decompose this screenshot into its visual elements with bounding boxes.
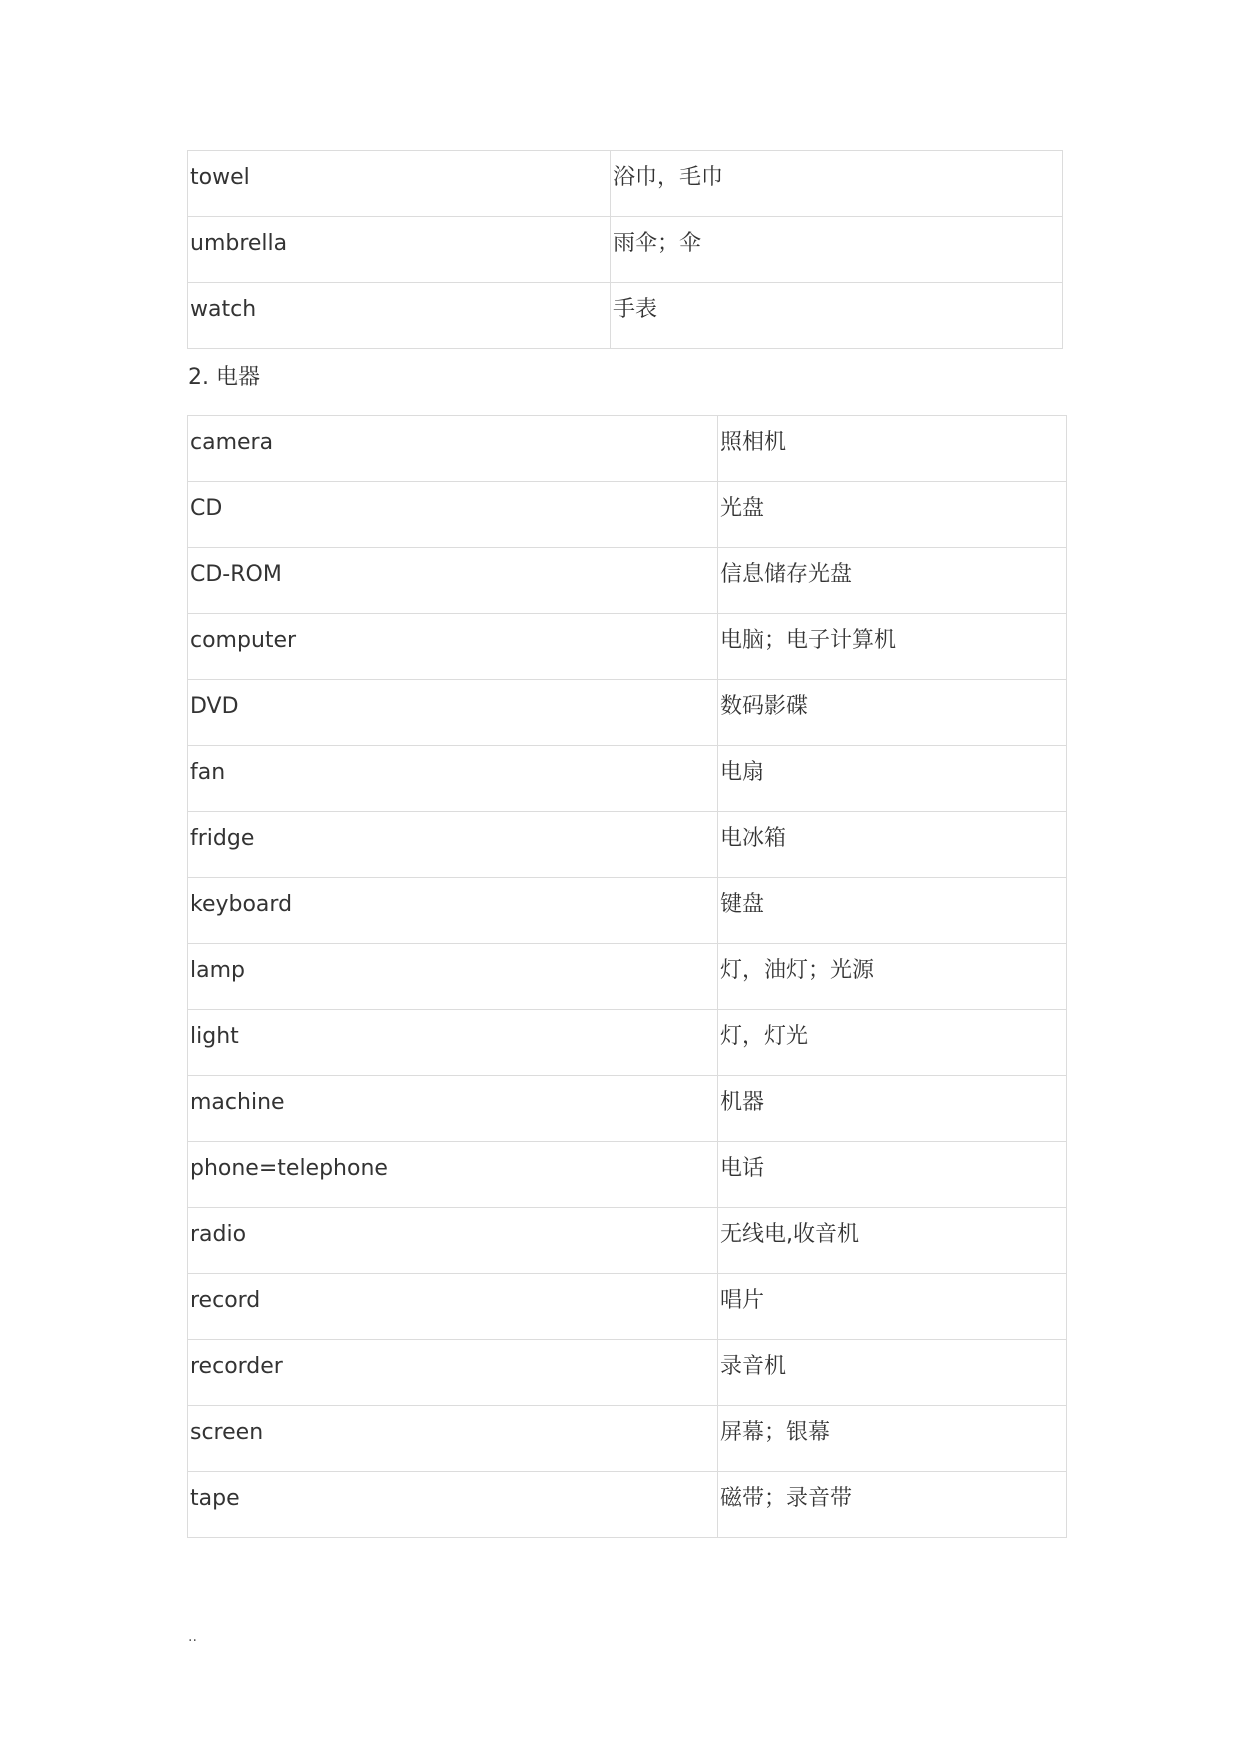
- word-cell: [188, 1472, 718, 1538]
- meaning-cell: [718, 746, 1067, 812]
- vocab-table-body: [188, 416, 1067, 1538]
- word-cell: [188, 1076, 718, 1142]
- table-row: [188, 878, 1067, 944]
- word-text: recorder: [190, 1354, 283, 1379]
- word-text: lamp: [190, 958, 245, 983]
- table-row: [188, 1010, 1067, 1076]
- word-text: record: [190, 1288, 261, 1313]
- table-row: [188, 217, 1063, 283]
- meaning-cell: [718, 944, 1067, 1010]
- section-heading-appliances: 2. 电器: [188, 365, 260, 390]
- meaning-cell: [718, 812, 1067, 878]
- meaning-cell: [718, 482, 1067, 548]
- table-row: [188, 151, 1063, 217]
- meaning-cell: [718, 614, 1067, 680]
- meaning-cell: [718, 416, 1067, 482]
- word-cell: [188, 1406, 718, 1472]
- meaning-text: 雨伞；伞: [613, 231, 702, 256]
- word-text: watch: [190, 297, 257, 322]
- table-row: [188, 944, 1067, 1010]
- table-row: [188, 680, 1067, 746]
- word-text: towel: [190, 165, 250, 190]
- word-text: light: [190, 1024, 239, 1049]
- word-cell: [188, 812, 718, 878]
- vocab-table-body: [188, 151, 1063, 349]
- meaning-text: 数码影碟: [720, 694, 809, 719]
- meaning-text: 唱片: [720, 1288, 765, 1313]
- word-cell: [188, 1274, 718, 1340]
- meaning-text: 光盘: [720, 496, 765, 521]
- word-cell: [188, 482, 718, 548]
- meaning-cell: [611, 217, 1063, 283]
- word-text: phone=telephone: [190, 1156, 388, 1181]
- table-row: [188, 1208, 1067, 1274]
- word-cell: [188, 1340, 718, 1406]
- meaning-cell: [718, 878, 1067, 944]
- word-text: camera: [190, 430, 274, 455]
- meaning-text: 电扇: [720, 760, 765, 785]
- table-row: [188, 812, 1067, 878]
- word-cell: [188, 1010, 718, 1076]
- meaning-text: 录音机: [720, 1354, 787, 1379]
- word-cell: [188, 1142, 718, 1208]
- meaning-cell: [718, 1076, 1067, 1142]
- word-cell: [188, 416, 718, 482]
- word-cell: [188, 614, 718, 680]
- meaning-text: 电冰箱: [720, 826, 787, 851]
- word-text: DVD: [190, 694, 239, 719]
- meaning-text: 灯，油灯；光源: [720, 958, 875, 983]
- word-text: umbrella: [190, 231, 288, 256]
- word-text: tape: [190, 1486, 240, 1511]
- meaning-text: 电话: [720, 1156, 765, 1181]
- table-row: [188, 1076, 1067, 1142]
- meaning-cell: [611, 151, 1063, 217]
- word-text: CD: [190, 496, 223, 521]
- meaning-cell: [718, 1274, 1067, 1340]
- meaning-text: 灯，灯光: [720, 1024, 809, 1049]
- table-row: [188, 1406, 1067, 1472]
- meaning-cell: [718, 548, 1067, 614]
- table-row: [188, 416, 1067, 482]
- table-row: [188, 482, 1067, 548]
- word-cell: [188, 151, 611, 217]
- meaning-text: 无线电,收音机: [720, 1222, 859, 1247]
- meaning-text: 信息储存光盘: [720, 562, 853, 587]
- meaning-cell: [611, 283, 1063, 349]
- word-text: fan: [190, 760, 226, 785]
- meaning-text: 手表: [613, 297, 658, 322]
- table-row: [188, 614, 1067, 680]
- vocab-table-continued: [187, 150, 1063, 349]
- meaning-text: 屏幕；银幕: [720, 1420, 831, 1445]
- meaning-text: 照相机: [720, 430, 787, 455]
- word-cell: [188, 283, 611, 349]
- meaning-cell: [718, 680, 1067, 746]
- meaning-cell: [718, 1340, 1067, 1406]
- word-text: fridge: [190, 826, 255, 851]
- meaning-cell: [718, 1010, 1067, 1076]
- meaning-cell: [718, 1472, 1067, 1538]
- word-cell: [188, 1208, 718, 1274]
- table-row: [188, 1340, 1067, 1406]
- word-text: computer: [190, 628, 297, 653]
- footer-mark: ..: [188, 1629, 197, 1645]
- word-text: keyboard: [190, 892, 293, 917]
- word-cell: [188, 746, 718, 812]
- vocab-table-appliances: [187, 415, 1067, 1538]
- table-row: [188, 746, 1067, 812]
- meaning-text: 电脑；电子计算机: [720, 628, 897, 653]
- meaning-cell: [718, 1142, 1067, 1208]
- word-text: machine: [190, 1090, 285, 1115]
- table-row: [188, 548, 1067, 614]
- table-row: [188, 283, 1063, 349]
- word-text: radio: [190, 1222, 247, 1247]
- word-text: screen: [190, 1420, 264, 1445]
- meaning-text: 机器: [720, 1090, 765, 1115]
- word-text: CD-ROM: [190, 562, 282, 587]
- word-cell: [188, 680, 718, 746]
- table-row: [188, 1472, 1067, 1538]
- meaning-text: 磁带；录音带: [720, 1486, 853, 1511]
- meaning-text: 浴巾，毛巾: [613, 165, 724, 190]
- table-row: [188, 1274, 1067, 1340]
- word-cell: [188, 217, 611, 283]
- table-row: [188, 1142, 1067, 1208]
- word-cell: [188, 548, 718, 614]
- word-cell: [188, 944, 718, 1010]
- meaning-text: 键盘: [720, 892, 765, 917]
- word-cell: [188, 878, 718, 944]
- meaning-cell: [718, 1208, 1067, 1274]
- meaning-cell: [718, 1406, 1067, 1472]
